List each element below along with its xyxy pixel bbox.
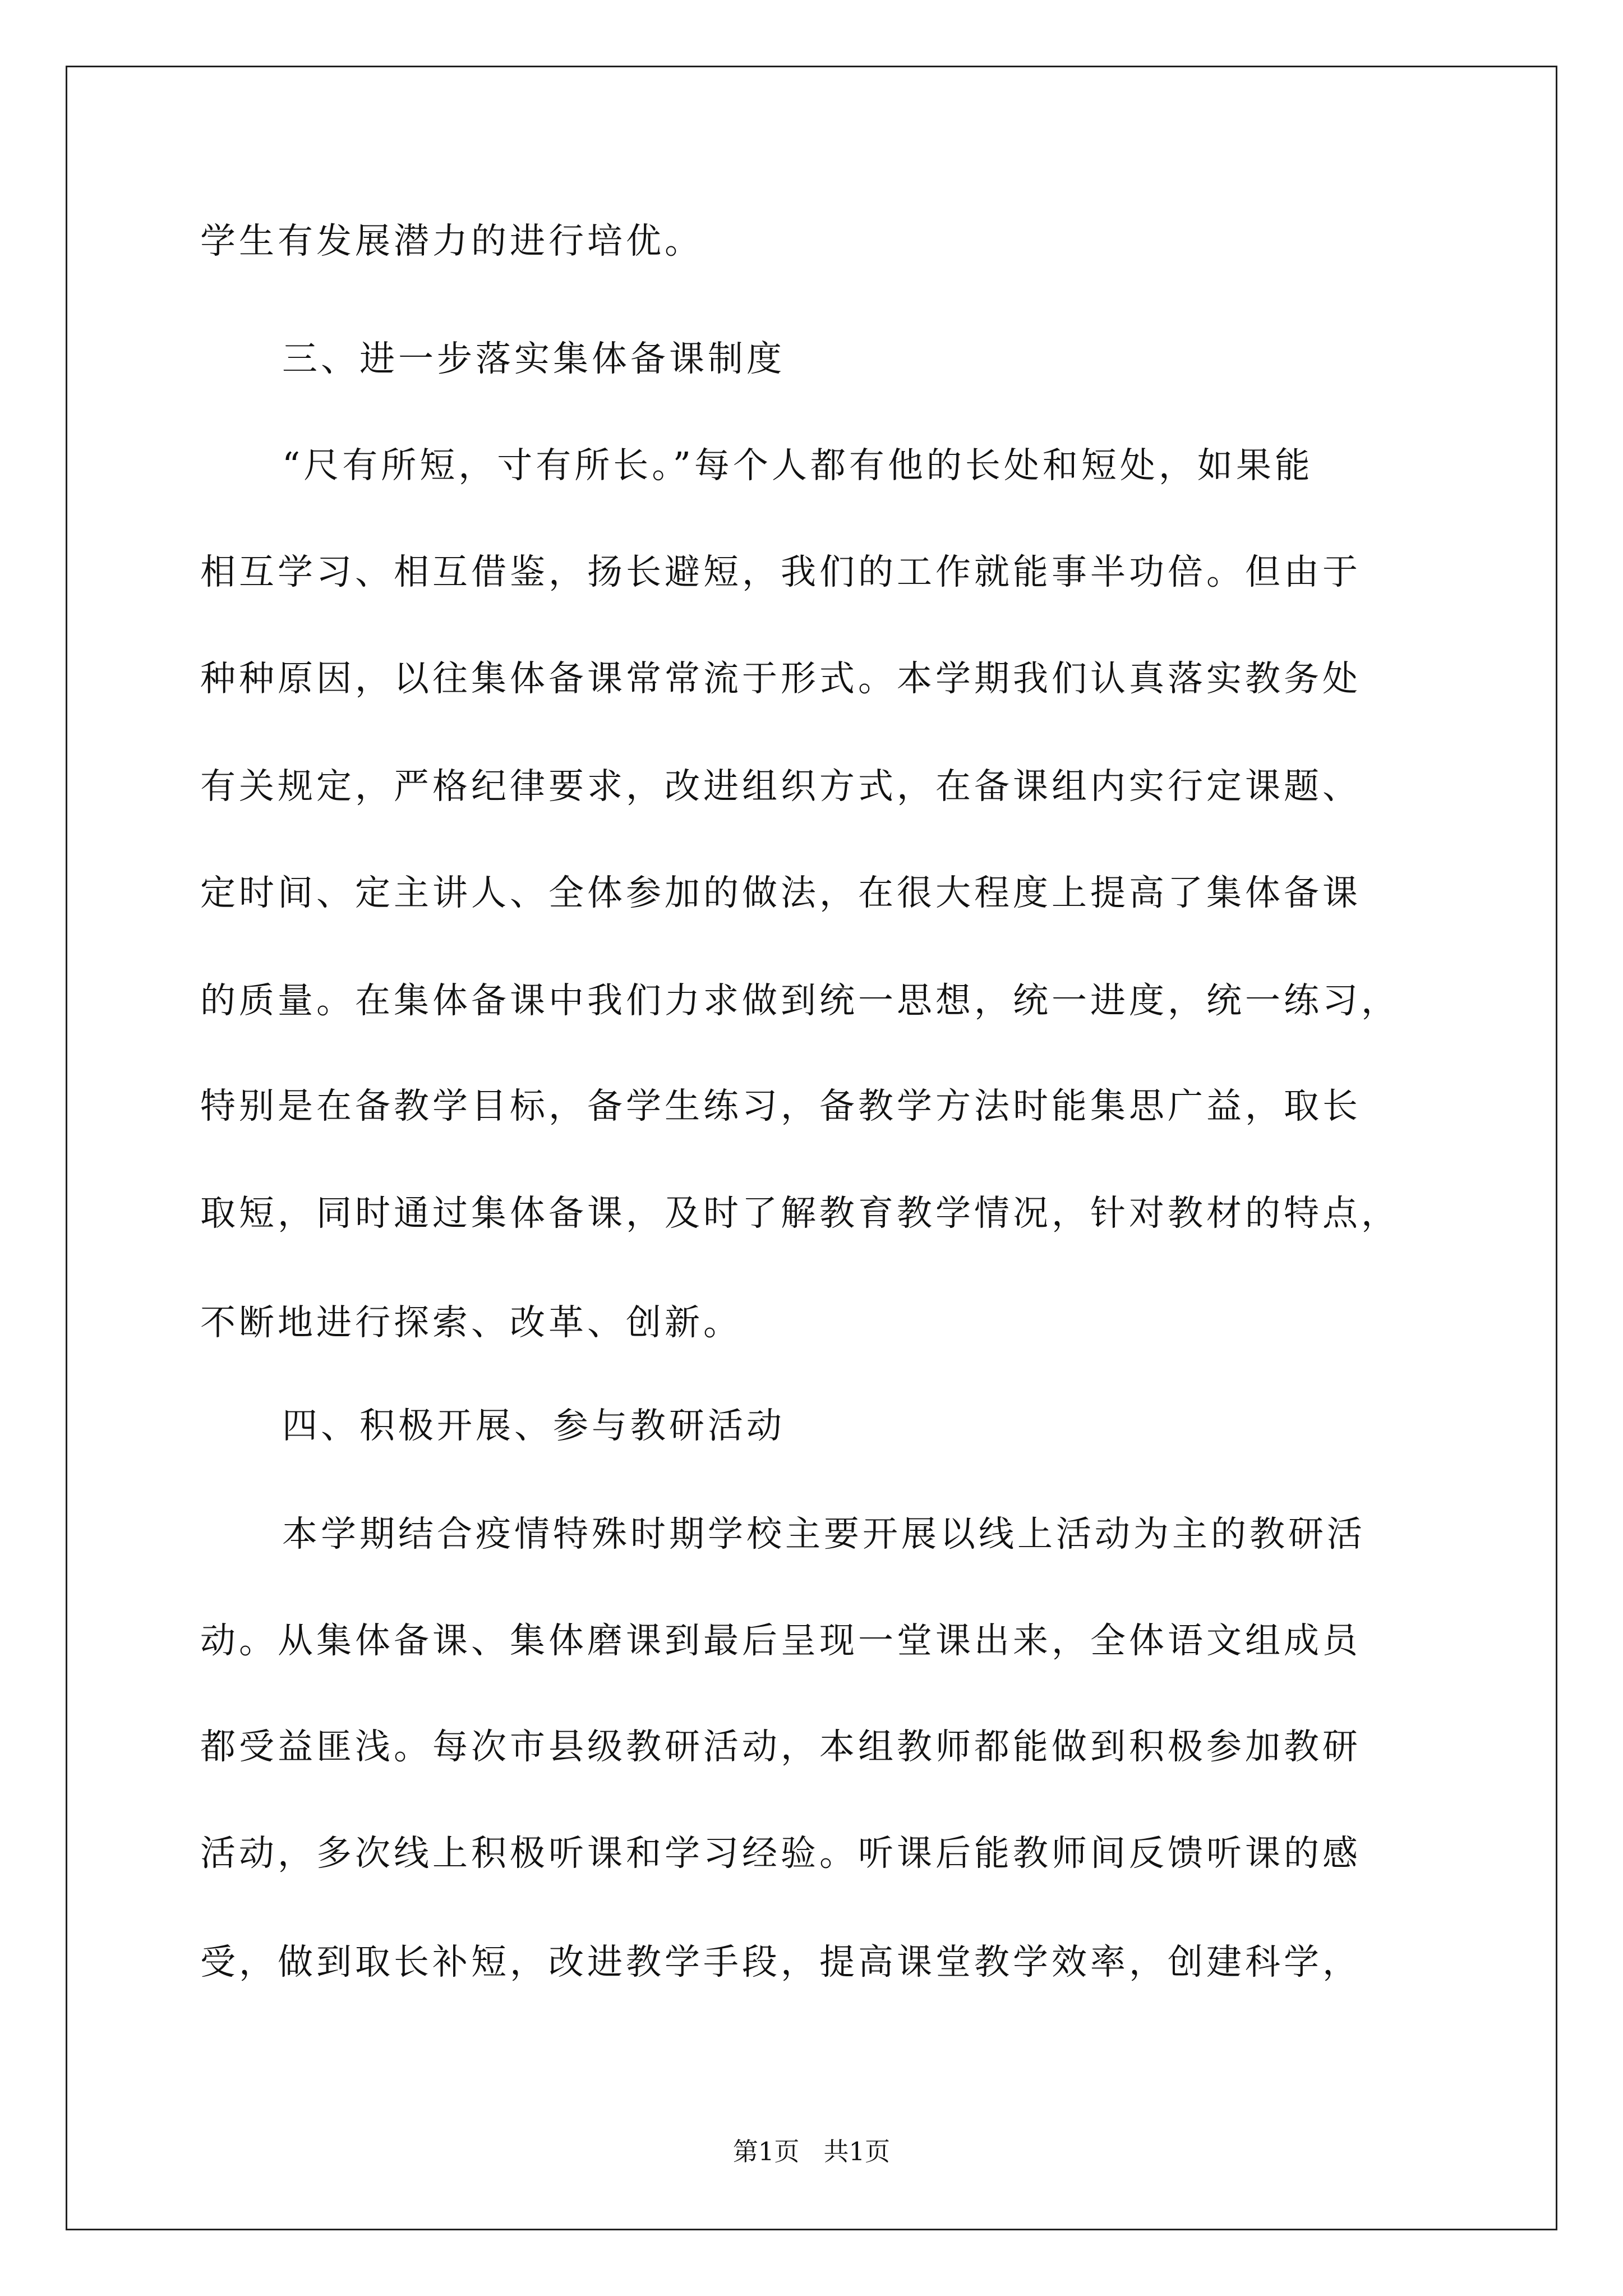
section-heading: 四、积极开展、参与教研活动 (282, 1405, 785, 1446)
paragraph-line: 取短，同时通过集体备课，及时了解教育教学情况，针对教材的特点， (200, 1193, 1400, 1234)
paragraph-line: 学生有发展潜力的进行培优。 (200, 220, 703, 261)
paragraph-line: 受，做到取长补短，改进教学手段，提高课堂教学效率，创建科学， (200, 1941, 1361, 1982)
paragraph-line: “尺有所短，寸有所长。”每个人都有他的长处和短处，如果能 (282, 445, 1313, 486)
paragraph-line: 定时间、定主讲人、全体参加的做法，在很大程度上提高了集体备课 (200, 872, 1361, 913)
paragraph-line: 种种原因，以往集体备课常常流于形式。本学期我们认真落实教务处 (200, 658, 1361, 699)
page-border (66, 66, 1557, 2230)
paragraph-line: 特别是在备教学目标，备学生练习，备教学方法时能集思广益，取长 (200, 1085, 1361, 1126)
page-footer: 第1页 共1页 (732, 2137, 891, 2166)
paragraph-line: 有关规定，严格纪律要求，改进组织方式，在备课组内实行定课题、 (200, 766, 1361, 807)
paragraph-line: 不断地进行探索、改革、创新。 (200, 1302, 742, 1343)
paragraph-line: 活动，多次线上积极听课和学习经验。听课后能教师间反馈听课的感 (200, 1833, 1361, 1874)
paragraph-line: 的质量。在集体备课中我们力求做到统一思想，统一进度，统一练习， (200, 980, 1400, 1021)
paragraph-line: 本学期结合疫情特殊时期学校主要开展以线上活动为主的教研活 (282, 1513, 1366, 1554)
section-heading: 三、进一步落实集体备课制度 (282, 338, 785, 379)
paragraph-line: 相互学习、相互借鉴，扬长避短，我们的工作就能事半功倍。但由于 (200, 551, 1361, 592)
paragraph-line: 动。从集体备课、集体磨课到最后呈现一堂课出来，全体语文组成员 (200, 1620, 1361, 1661)
paragraph-line: 都受益匪浅。每次市县级教研活动，本组教师都能做到积极参加教研 (200, 1726, 1361, 1767)
